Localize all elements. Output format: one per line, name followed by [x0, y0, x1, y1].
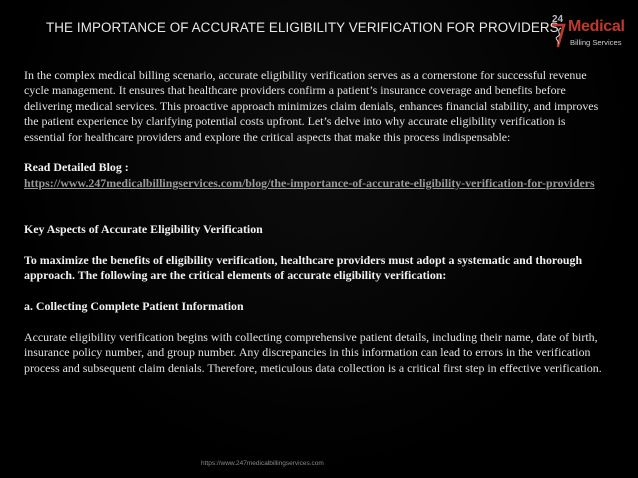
company-logo: [552, 12, 632, 52]
logo-subtitle: Billing Services: [570, 38, 622, 47]
blog-label: Read Detailed Blog :: [24, 160, 129, 175]
caduceus-7-icon: [552, 22, 566, 48]
spacer: [24, 191, 608, 206]
blog-link[interactable]: https://www.247medicalbillingservices.com/blog/the-importance-of-accurate-eligibility-verification-for-providers: [24, 175, 595, 190]
section-a-heading: a. Collecting Complete Patient Information: [24, 299, 244, 314]
key-aspects-heading: Key Aspects of Accurate Eligibility Verification: [24, 222, 263, 237]
spacer: [24, 145, 608, 160]
spacer: [24, 314, 608, 329]
slide-title: THE IMPORTANCE OF ACCURATE ELIGIBILITY VERIFICATION FOR PROVIDERS: [46, 20, 559, 35]
logo-brand-text: Medical: [568, 18, 625, 35]
spacer: [24, 237, 608, 252]
logo-number: 24: [552, 14, 564, 25]
approach-paragraph: To maximize the benefits of eligibility verification, healthcare providers must adopt a systematic and thorough approach. The following are the critical elements of accurate eligibility verification:: [24, 252, 583, 283]
slide-body: [24, 68, 608, 376]
spacer: [24, 284, 608, 299]
footer-url[interactable]: https://www.247medicalbillingservices.com: [201, 460, 324, 467]
section-a-paragraph: Accurate eligibility verification begins with collecting comprehensive patient details, including their name, date of birth, insurance policy number, and group number. Any discrepancies in this information can lead to errors in the verification process and subsequent claim denials. Therefore, meticulous data collection is a critical first step in effective verification.: [24, 329, 602, 375]
intro-paragraph: In the complex medical billing scenario, accurate eligibility verification serves as a cornerstone for successful revenue cycle management. It ensures that healthcare providers confirm a patient’s insurance coverage and benefits before delivering medical services. This proactive approach minimizes claim denials, enhances financial stability, and improves the patient experience by clarifying potential costs upfront. Let’s delve into why accurate eligibility verification is essential for healthcare providers and explore the critical aspects that make this process indispensable:: [24, 68, 599, 144]
spacer: [24, 207, 608, 222]
